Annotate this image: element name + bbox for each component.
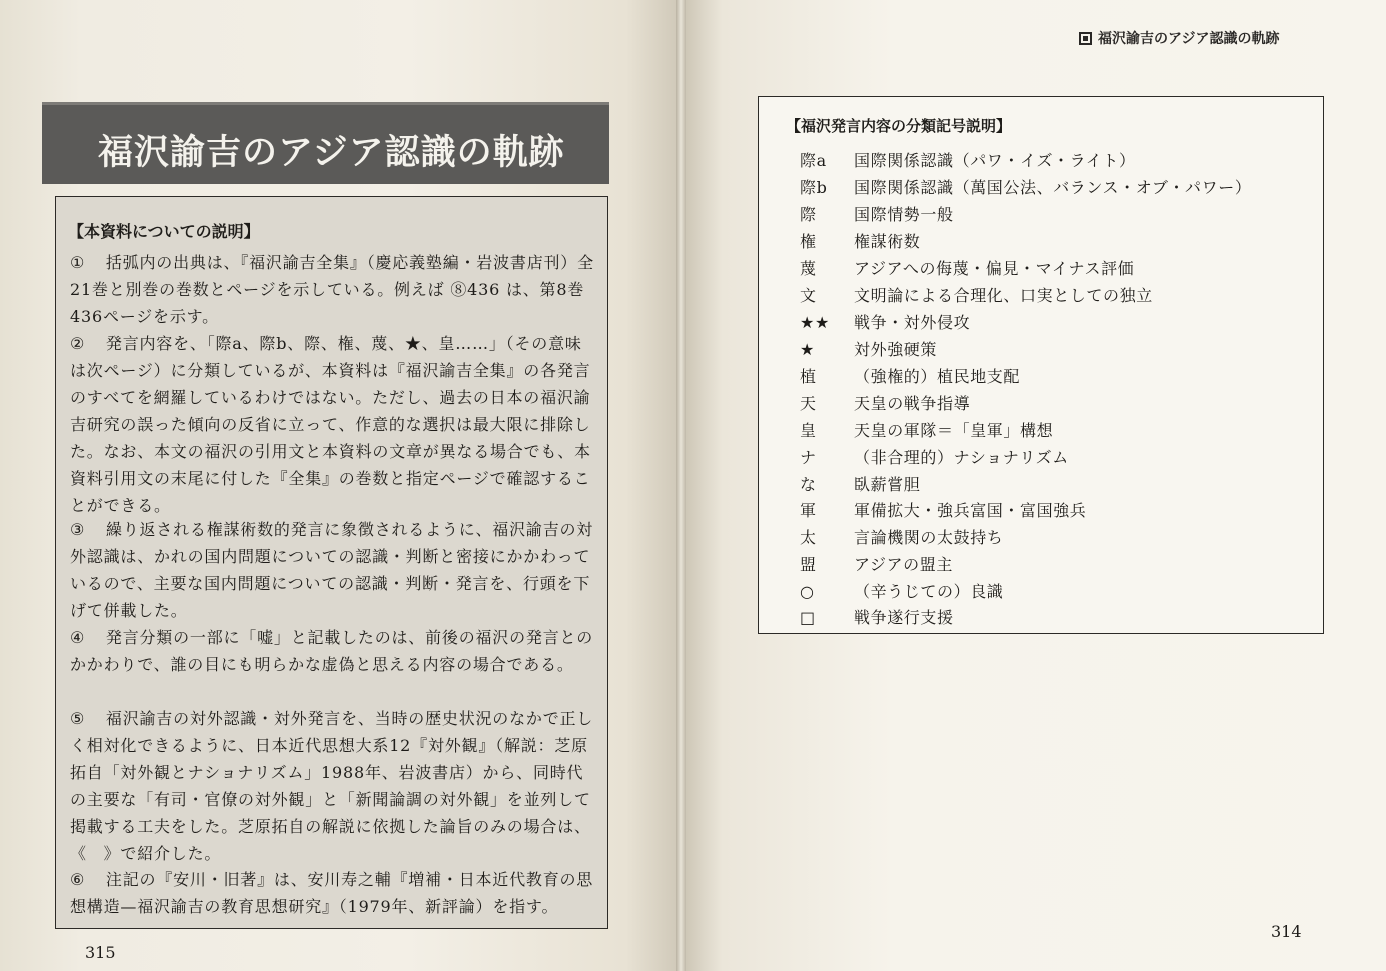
legend-symbol: 蔑	[800, 259, 817, 278]
legend-row	[800, 552, 953, 578]
legend-row	[800, 364, 1020, 390]
legend-row	[800, 579, 1003, 605]
legend-meaning: （強権的）植民地支配	[854, 367, 1021, 386]
explanation-heading: 【本資料についての説明】	[68, 222, 260, 241]
legend-row	[800, 202, 954, 228]
legend-meaning: 戦争・対外侵攻	[854, 313, 971, 332]
note-item	[70, 330, 598, 519]
running-head	[1079, 28, 1279, 48]
legend-row	[800, 283, 1153, 309]
legend-row	[800, 445, 1069, 471]
legend-meaning: アジアの盟主	[854, 555, 953, 574]
note-text: 注記の『安川・旧著』は、安川寿之輔『増補・日本近代教育の思想構造—福沢諭吉の教育思想研究』（1979年、新評論）を指す。	[70, 870, 594, 916]
legend-symbol: 文	[800, 286, 817, 305]
legend-meaning: 国際関係認識（パワ・イズ・ライト）	[854, 151, 1136, 170]
legend-row	[800, 472, 920, 498]
page-number-right: 314	[1271, 922, 1302, 941]
legend-meaning: 軍備拡大・強兵富国・富国強兵	[854, 501, 1087, 520]
note-number: ①	[70, 253, 86, 272]
legend-meaning: 対外強硬策	[854, 340, 938, 359]
legend-meaning: 天皇の戦争指導	[854, 394, 971, 413]
legend-row	[800, 256, 1134, 282]
legend-row	[800, 229, 920, 255]
legend-row	[800, 310, 970, 336]
legend-symbol: 際b	[800, 178, 828, 197]
note-number: ②	[70, 334, 86, 353]
legend-symbol: 際a	[800, 151, 827, 170]
page-title: 福沢諭吉のアジア認識の軌跡	[98, 132, 565, 173]
legend-heading: 【福沢発言内容の分類記号説明】	[786, 117, 1012, 135]
legend-row	[800, 605, 954, 631]
legend-meaning: 天皇の軍隊＝「皇軍」構想	[854, 421, 1054, 440]
legend-symbol: 盟	[800, 555, 817, 574]
book-gutter	[676, 0, 686, 971]
legend-symbol: 太	[800, 528, 817, 547]
legend-symbol: ナ	[800, 448, 817, 467]
legend-row	[800, 148, 1136, 174]
legend-meaning: （辛うじての）良識	[854, 582, 1004, 601]
note-item	[70, 516, 598, 624]
legend-symbol: ○	[800, 582, 815, 601]
legend-meaning: 臥薪嘗胆	[854, 475, 921, 494]
running-head-text: 福沢諭吉のアジア認識の軌跡	[1098, 31, 1280, 47]
legend-symbol: ★★	[800, 313, 830, 332]
legend-meaning: 文明論による合理化、口実としての独立	[854, 286, 1153, 305]
legend-symbol: 皇	[800, 421, 817, 440]
note-item	[70, 705, 598, 867]
legend-symbol: 軍	[800, 501, 817, 520]
legend-meaning: アジアへの侮蔑・偏見・マイナス評価	[854, 259, 1135, 278]
legend-meaning: 国際情勢一般	[854, 205, 954, 224]
note-number: ⑤	[70, 709, 86, 728]
legend-meaning: 権謀術数	[854, 232, 921, 251]
note-text: 括弧内の出典は、『福沢諭吉全集』（慶応義塾編・岩波書店刊）全21巻と別巻の巻数とページを示している。例えば ⑧436 は、第8巻436ページを示す。	[70, 253, 594, 326]
legend-meaning: 戦争遂行支援	[854, 608, 954, 627]
note-text: 発言内容を、「際a、際b、際、権、蔑、★、皇……」（その意味は次ページ）に分類しているが、本資料は『福沢諭吉全集』の各発言のすべてを網羅しているわけではない。ただし、過去の日本の福沢諭吉研究の誤った傾向の反省に立って、作意的な選択は最大限に排除した。なお、本文の福沢の引用文と本資料の文章が異なる場合でも、本資料引用文の末尾に付した『全集』の巻数と指定ページで確認することができる。	[70, 334, 591, 515]
legend-row	[800, 175, 1251, 201]
legend-row	[800, 498, 1086, 524]
legend-row	[800, 391, 970, 417]
legend-row	[800, 418, 1053, 444]
note-item	[70, 249, 598, 330]
note-number: ④	[70, 628, 86, 647]
legend-meaning: 国際関係認識（萬国公法、バランス・オブ・パワー）	[854, 178, 1252, 197]
note-text: 福沢諭吉の対外認識・対外発言を、当時の歴史状況のなかで正しく相対化できるように、日本近代思想大系12『対外観』（解説：芝原拓自「対外観とナショナリズム」1988年、岩波書店）から、同時代の主要な「有司・官僚の対外観」と「新聞論調の対外観」を並列して掲載する工夫をした。芝原拓自の解説に依拠した論旨のみの場合は、《 》で紹介した。	[70, 709, 594, 863]
legend-symbol: 植	[800, 367, 817, 386]
note-number: ③	[70, 520, 86, 539]
note-text: 発言分類の一部に「嘘」と記載したのは、前後の福沢の発言とのかかわりで、誰の目にも明らかな虚偽と思える内容の場合である。	[70, 628, 594, 674]
legend-symbol: ★	[800, 340, 815, 359]
legend-symbol: 権	[800, 232, 817, 251]
note-number: ⑥	[70, 870, 86, 889]
note-item	[70, 624, 598, 678]
legend-row	[800, 337, 937, 363]
legend-symbol: な	[800, 475, 817, 494]
legend-symbol: 天	[800, 394, 817, 413]
legend-symbol: 際	[800, 205, 817, 224]
square-bullet-icon	[1079, 32, 1092, 45]
note-item	[70, 866, 598, 920]
legend-symbol: □	[800, 608, 816, 627]
page-number-left: 315	[85, 943, 116, 962]
legend-meaning: （非合理的）ナショナリズム	[854, 448, 1069, 467]
note-text: 繰り返される権謀術数的発言に象徴されるように、福沢諭吉の対外認識は、かれの国内問題についての認識・判断と密接にかかわっているので、主要な国内問題についての認識・判断・発言を、行頭を下げて併載した。	[70, 520, 594, 620]
legend-meaning: 言論機関の太鼓持ち	[854, 528, 1004, 547]
legend-row	[800, 525, 1003, 551]
